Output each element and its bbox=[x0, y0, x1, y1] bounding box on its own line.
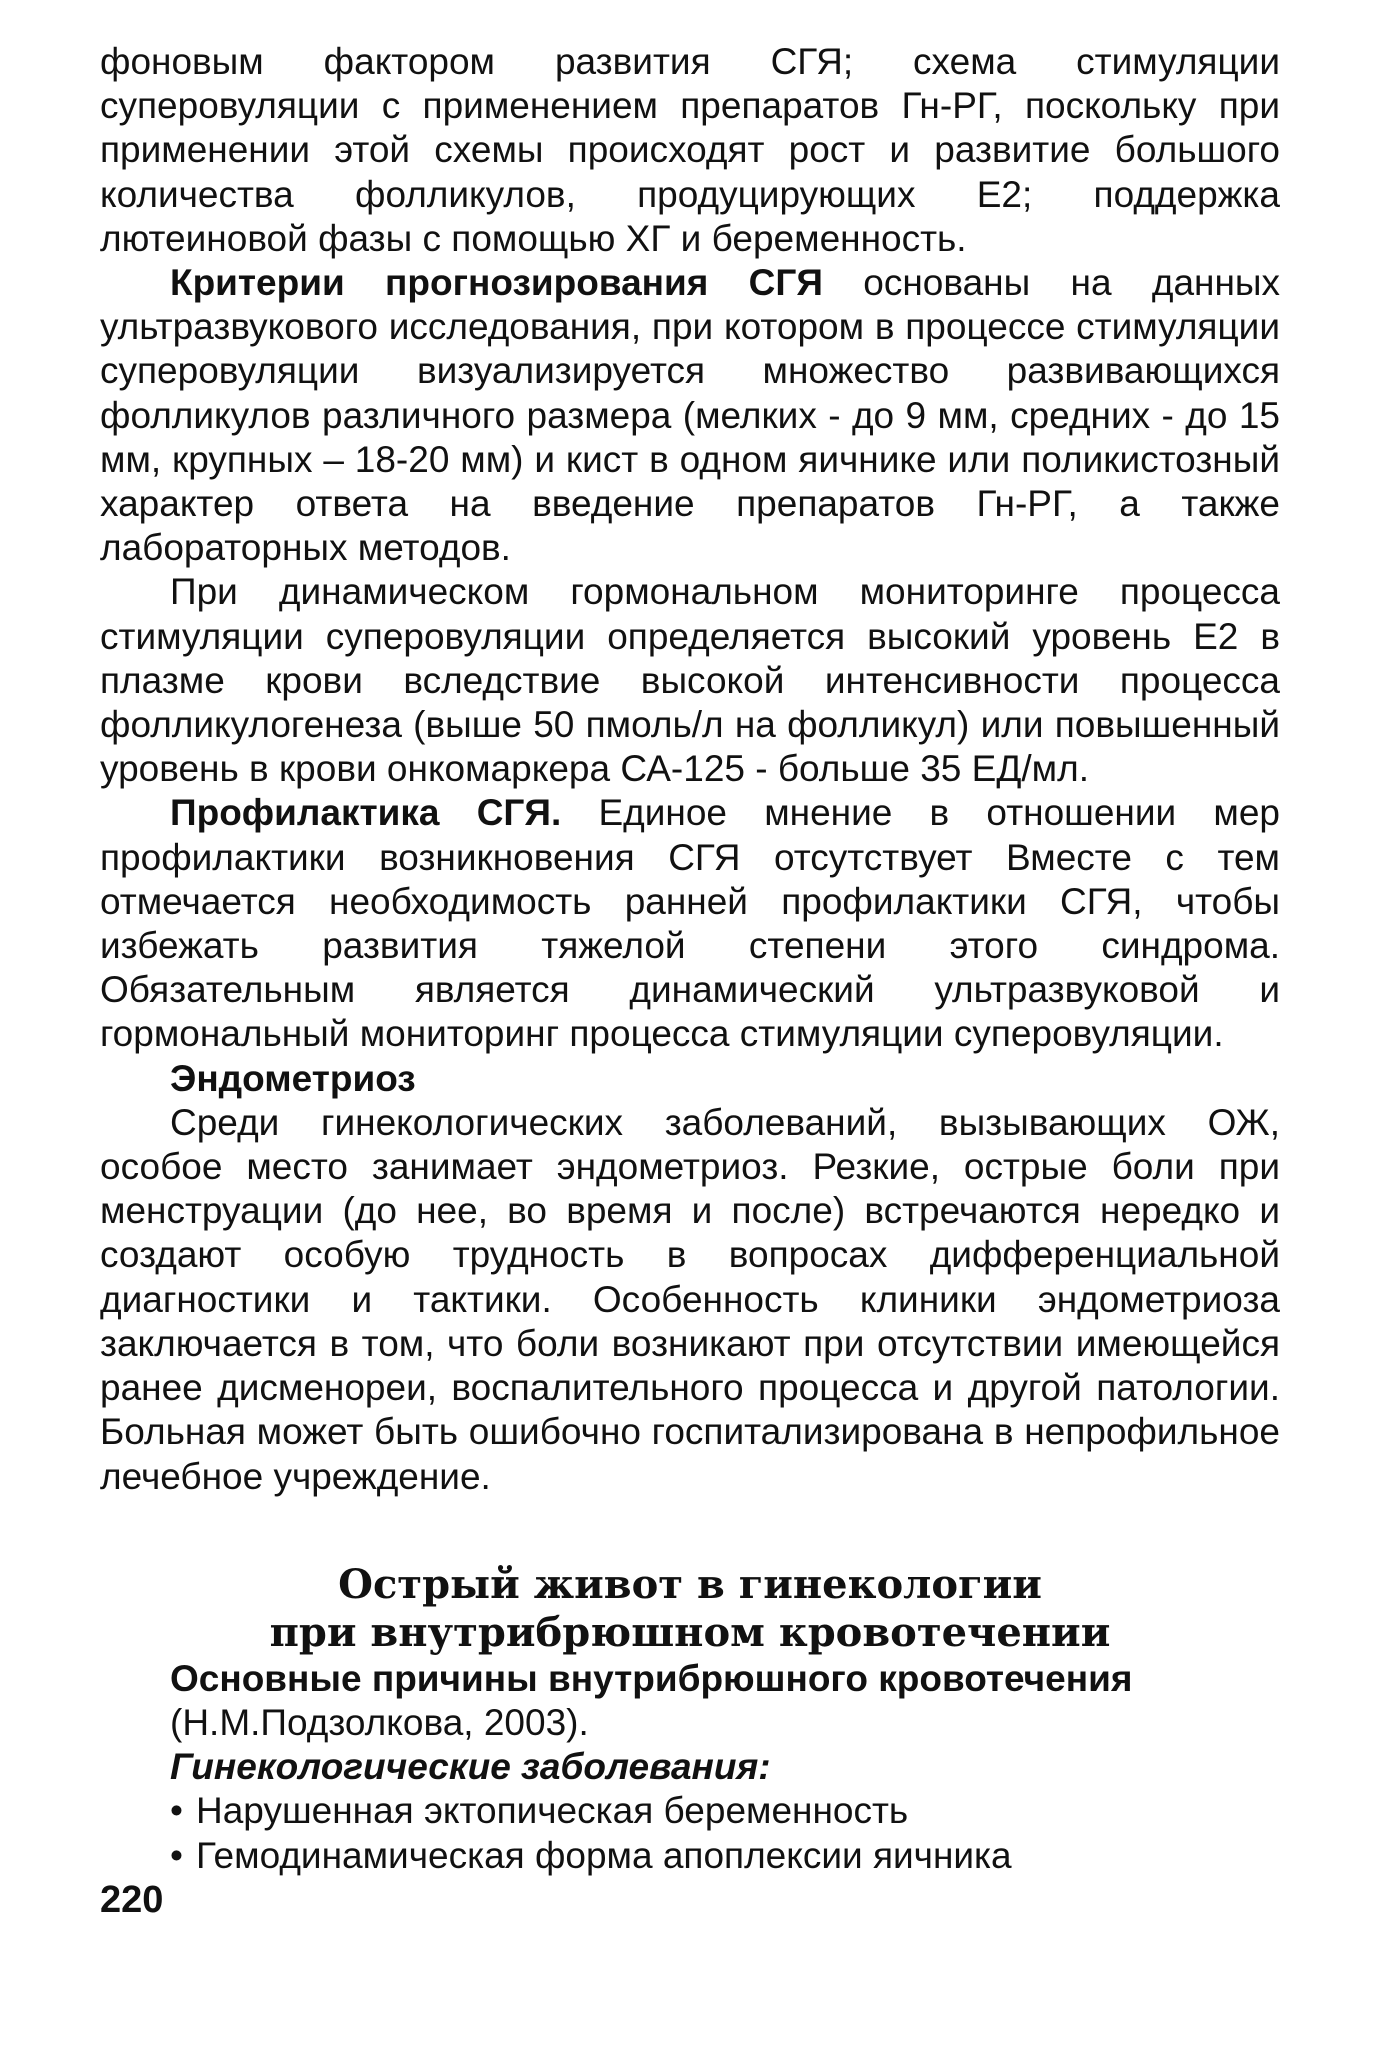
causes-list bbox=[100, 1789, 1280, 1877]
list-item-text: Нарушенная эктопическая беременность bbox=[196, 1790, 909, 1832]
paragraph-monitoring: При динамическом гормональном мониторинге процесса стимуляции суперовуляции определяется высокий уровень Е2 в плазме крови вследствие высокой интенсивности процесса фолликулогенеза (выше 50 пмоль/л на фолликул) или повышенный уровень в крови онкомаркера СА-125 - больше 35 ЕД/мл. bbox=[100, 571, 1280, 790]
paragraph-criteria bbox=[100, 261, 1280, 570]
section-title-line-1: Острый живот в гинекологии bbox=[338, 1560, 1042, 1608]
page-content bbox=[100, 40, 1280, 1878]
paragraph-endometriosis: Среди гинекологических заболеваний, вызывающих ОЖ, особое место занимает эндометриоз. Резкие, острые боли при менструации (до нее, во время и после) встречаются нередко и создают особую трудность в вопросах дифференциальной диагностики и тактики. Особенность клиники эндометриоза заключается в том, что боли возникают при отсутствии имеющейся ранее дисменореи, воспалительного процесса и другой патологии. Больная может быть ошибочно госпитализирована в непрофильное лечебное учреждение. bbox=[100, 1101, 1280, 1497]
list-item-text: Гемодинамическая форма апоплексии яичника bbox=[196, 1834, 1012, 1876]
page-number: 220 bbox=[100, 1879, 164, 1921]
bullet-mark: • bbox=[170, 1790, 183, 1832]
endometriosis-heading: Эндометриоз bbox=[170, 1057, 416, 1099]
section-title-line-2: при внутрибрюшном кровотечении bbox=[269, 1608, 1111, 1656]
paragraph-prevention bbox=[100, 791, 1280, 1056]
bullet-mark: • bbox=[170, 1834, 183, 1876]
reference-citation: (Н.М.Подзолкова, 2003). bbox=[170, 1701, 589, 1743]
section-title bbox=[100, 1561, 1280, 1657]
category-heading: Гинекологические заболевания: bbox=[170, 1746, 771, 1788]
list-item bbox=[100, 1789, 1280, 1833]
criteria-lead: Критерии прогнозирования СГЯ bbox=[170, 262, 823, 304]
paragraph-continuation: фоновым фактором развития СГЯ; схема стимуляции суперовуляции с применением препаратов Гн-РГ, поскольку при применении этой схемы происходят рост и развитие большого количества фолликулов, продуцирующих Е2; поддержка лютеиновой фазы с помощью ХГ и беременность. bbox=[100, 41, 1280, 259]
prevention-body: Единое мнение в отношении мер профилактики возникновения СГЯ отсутствует Вместе с тем отмечается необходимость ранней профилактики СГЯ, чтобы избежать развития тяжелой степени этого синдрома. Обязательным является динамический ультразвуковой и гормональный мониторинг процесса стимуляции суперовуляции. bbox=[100, 792, 1280, 1055]
criteria-body: основаны на данных ультразвукового исследования, при котором в процессе стимуляции суперовуляции визуализируется множество развивающихся фолликулов различного размера (мелких - до 9 мм, средних - до 15 мм, крупных – 18-20 мм) и кист в одном яичнике или поликистозный характер ответа на введение препаратов Гн-РГ, а также лабораторных методов. bbox=[100, 262, 1280, 569]
prevention-lead: Профилактика СГЯ. bbox=[170, 792, 562, 834]
causes-heading: Основные причины внутрибрюшного кровотечения bbox=[170, 1657, 1133, 1699]
list-item bbox=[100, 1834, 1280, 1878]
